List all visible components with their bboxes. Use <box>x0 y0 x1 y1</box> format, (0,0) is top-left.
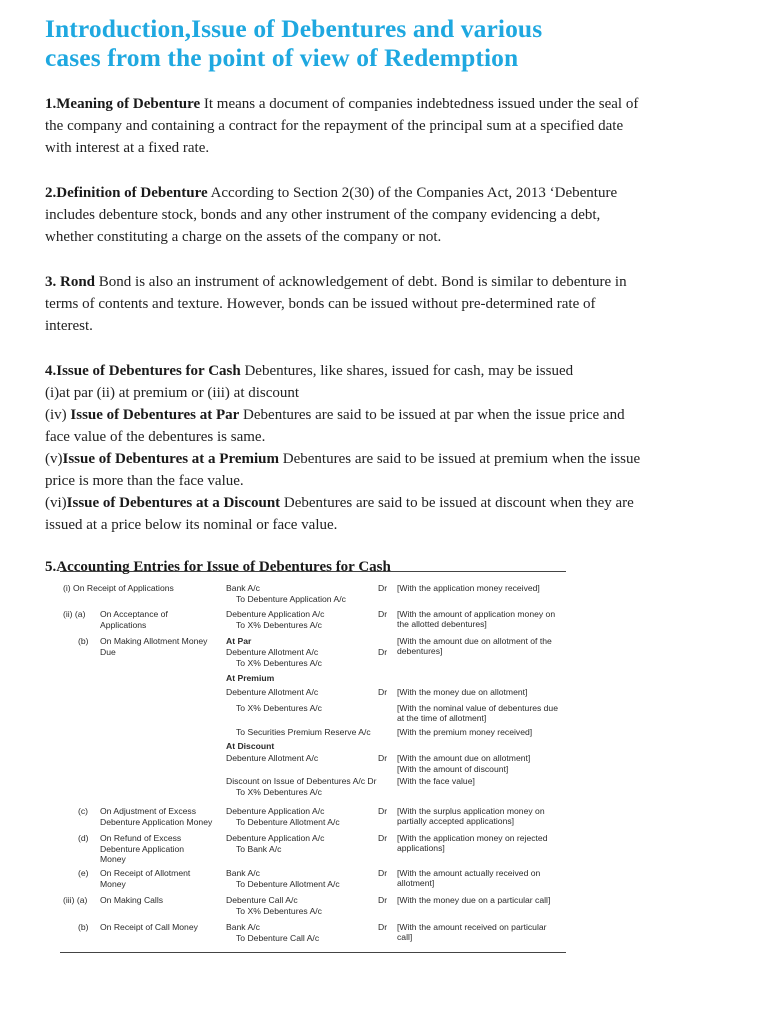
section-meaning-of-debenture: 1.Meaning of Debenture It means a document of companies indebtedness issued under the seal of the company and containing a contract for the repayment of the principal sum at a specified date with interest at a fixed rate. <box>45 96 639 156</box>
section-heading: 2.Definition of Debenture <box>45 185 208 201</box>
section-heading: 1.Meaning of Debenture <box>45 96 201 112</box>
journal-entries-table: (i) On Receipt of Applications Bank A/c Dr [With the application money received] To Debenture Application A/c (ii) (a) On Acceptance of Applications Debenture Application A/c Dr [With the amount of application money on the allotted debentures] To X% Debentures A/c (b) On Making Allotment Money Due At Par [With the amount due on allotment of the debentures] Debenture Allotment A/c Dr To X% Debentures A/c At Premium Debenture Allotment A/c Dr [With the money due on allotment] To X% Debentures A/c [With the nominal value of debentures due at the time of allotment] To Securities Premium Reserve A/c [With the premium money received] At Discount Debenture Allotment A/c Dr [With the amount due on allotment] [With the amount of discount] Discount on Issue of Debentures A/c Dr [With the face value] To X% Debentures A/c (c) On Adjustment of Excess Debenture Application Money Debenture Application A/c Dr [With the surplus application money on partially accepted applications] To Debenture Allotment A/c (d) On Refund of Excess Debenture Application Money Debenture Application A/c Dr [With the application money on rejected applications] To Bank A/c (e) On Receipt of Allotment Money Bank A/c Dr [With the amount actually received on allotment] To Debenture Allotment A/c (iii) (a) On Making Calls Debenture Call A/c Dr [With the money due on a particular call] To X% Debentures A/c (b) On Receipt of Call Money Bank A/c Dr [With the amount received on particular call] To Debenture Call A/c <box>60 571 566 953</box>
page-title <box>45 14 727 72</box>
section-issue-for-cash: 4.Issue of Debentures for Cash Debentures, like shares, issued for cash, may be issued (i)at par (ii) at premium or (iii) at discount (iv) Issue of Debentures at Par Debentures are said to be issued at par when the issue price and face value of the debentures is same. (v)Issue of Debentures at a Premium Debentures are said to be issued at premium when the issue price is more than the face value. (vi)Issue of Debentures at a Discount Debentures are said to be issued at discount when they are issued at a price below its nominal or face value. <box>45 360 727 536</box>
section-definition-of-debenture: 2.Definition of Debenture According to Section 2(30) of the Companies Act, 2013 ‘Debenture includes debenture stock, bonds and any other instrument of the company evidencing a debt, whether constituting a charge on the assets of the company or not. <box>45 185 618 245</box>
section-bond: 3. Rond Bond is also an instrument of acknowledgement of debt. Bond is similar to debenture in terms of contents and texture. However, bonds can be issued without pre-determined rate of interest. <box>45 274 627 334</box>
section-heading: 4.Issue of Debentures for Cash <box>45 363 241 379</box>
document-page <box>45 14 727 591</box>
issue-at-par: (iv) Issue of Debentures at Par Debentures are said to be issued at par when the issue price and <box>45 407 625 423</box>
issue-at-discount: (vi)Issue of Debentures at a Discount Debentures are said to be issued at discount when they are <box>45 495 634 511</box>
issue-at-premium: (v)Issue of Debentures at a Premium Debentures are said to be issued at premium when the issue <box>45 451 641 467</box>
section-heading: 3. Rond <box>45 274 96 290</box>
title-line-2: cases from the point of view of Redemption <box>45 43 519 72</box>
title-line-1: Introduction,Issue of Debentures and various <box>45 14 543 43</box>
section-accounting-entries-heading: 5.Accounting Entries for Issue of Debentures for Cash <box>45 559 391 575</box>
